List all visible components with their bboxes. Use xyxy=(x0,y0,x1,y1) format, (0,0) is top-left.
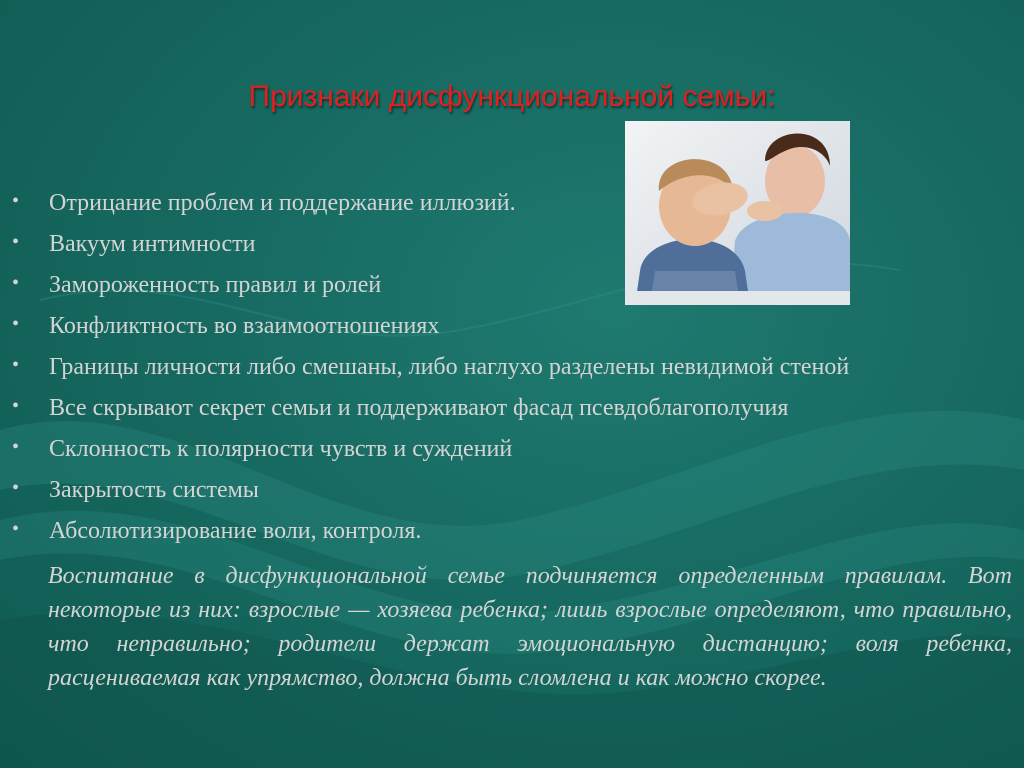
bullet-marker: • xyxy=(12,518,20,540)
list-item-text: Границы личности либо смешаны, либо наглухо разделены невидимой стеной xyxy=(49,354,850,380)
bullet-marker: • xyxy=(12,436,20,458)
bullet-marker: • xyxy=(12,354,20,376)
mother-child-photo xyxy=(625,121,850,305)
list-item-text: Абсолютизирование воли, контроля. xyxy=(49,518,422,544)
bullet-marker: • xyxy=(12,190,20,212)
list-item-text: Склонность к полярности чувств и суждений xyxy=(49,436,513,462)
bullet-marker: • xyxy=(12,231,20,253)
list-item-text: Вакуум интимности xyxy=(49,231,256,257)
list-item-text: Замороженность правил и ролей xyxy=(49,272,382,298)
slide-title: Признаки дисфункциональной семьи: xyxy=(248,80,776,113)
bullet-marker: • xyxy=(12,313,20,335)
list-item-text: Конфликтность во взаимоотношениях xyxy=(49,313,440,339)
note-paragraph: Воспитание в дисфункциональной семье подчиняется определенным правилам. Вот некоторые из них: взрослые — хозяева ребенка; лишь взрослые определяют, что правильно, что неправильно; родители держат эмоциональную дистанцию; воля ребенка, расцениваемая как упрямство, должна быть сломлена и как можно скорее. xyxy=(48,563,1012,691)
list-item-text: Все скрывают секрет семьи и поддерживают фасад псевдоблагополучия xyxy=(49,395,789,421)
list-item-text: Закрытость системы xyxy=(49,477,259,503)
bullet-marker: • xyxy=(12,395,20,417)
list-item-text: Отрицание проблем и поддержание иллюзий. xyxy=(49,190,516,216)
bullet-marker: • xyxy=(12,272,20,294)
bullet-marker: • xyxy=(12,477,20,499)
